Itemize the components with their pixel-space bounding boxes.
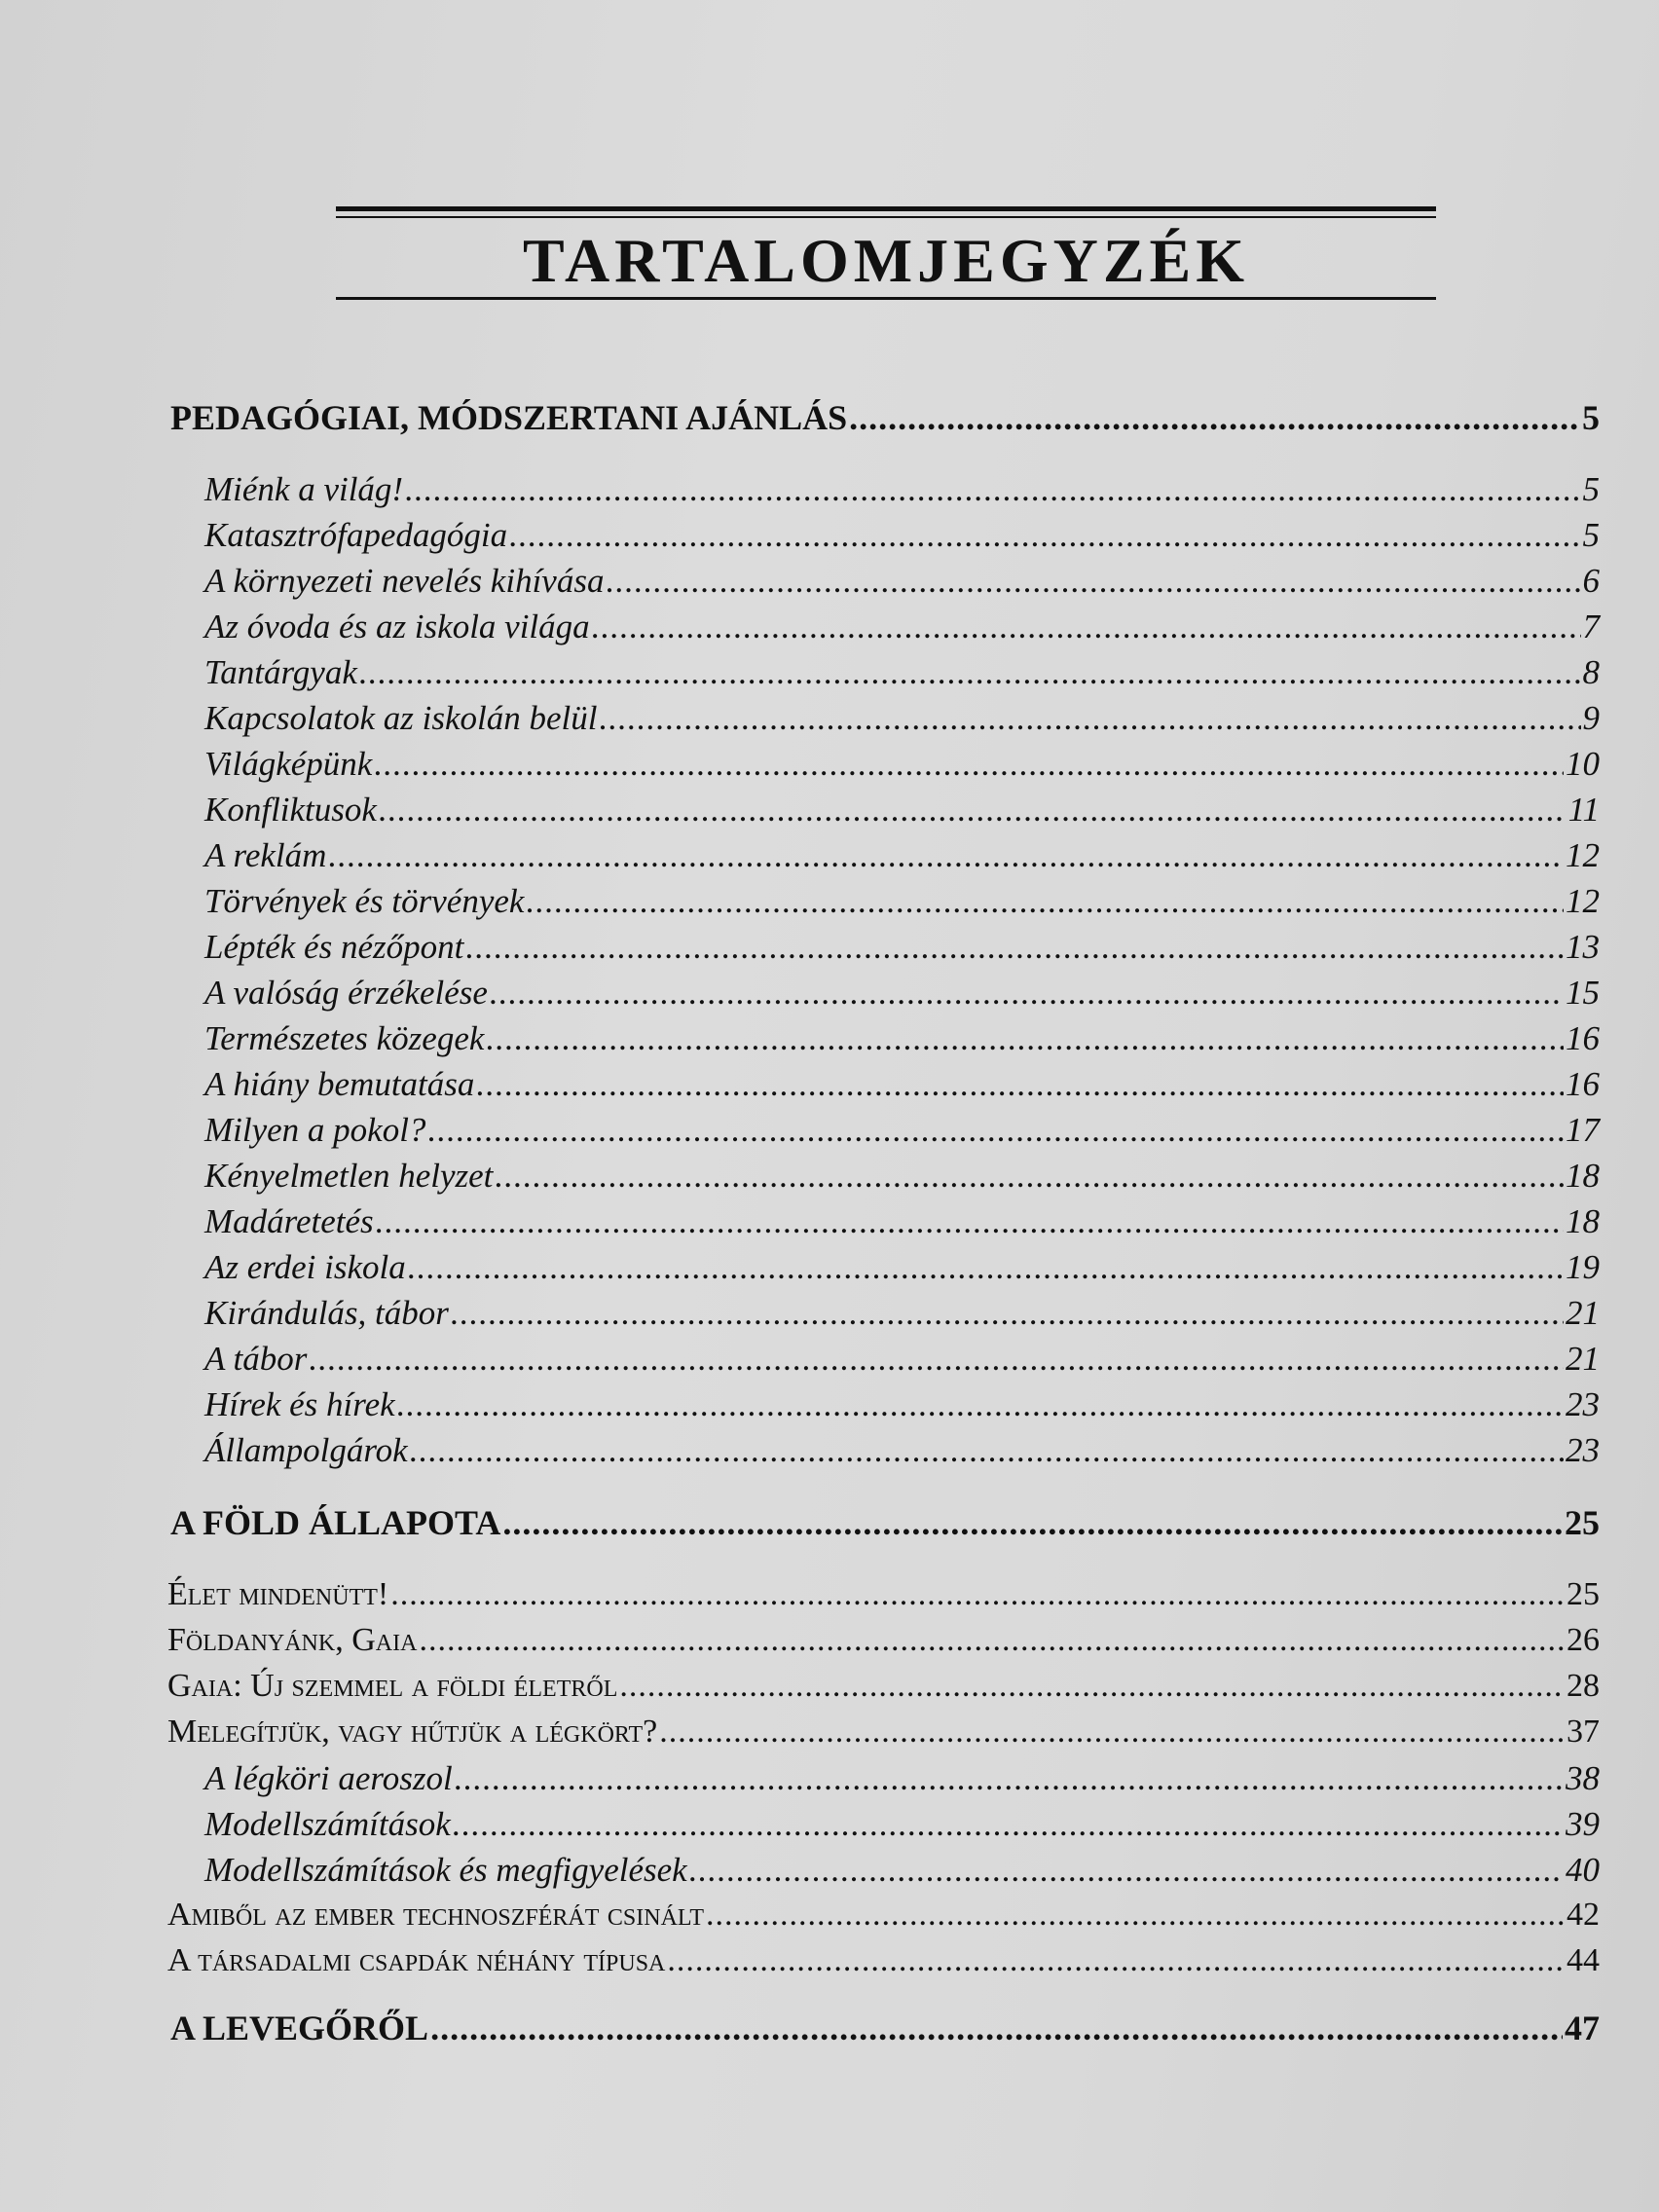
toc-entry: Kényelmetlen helyzet ..... 18 [204, 1157, 1600, 1196]
toc-entry: A környezeti nevelés kihívása ..... 6 [204, 562, 1600, 601]
toc-entry: Madáretetés ..... 18 [204, 1202, 1600, 1241]
toc-entry: Az erdei iskola ..... 19 [204, 1248, 1600, 1287]
toc-entry: Kapcsolatok az iskolán belül ..... 9 [204, 699, 1600, 738]
toc-entry: A hiány bemutatása ..... 16 [204, 1065, 1600, 1104]
toc-entry: Világképünk ..... 10 [204, 745, 1600, 784]
toc-section-heading: A FÖLD ÁLLAPOTA ..... 25 [170, 1502, 1600, 1543]
toc-entry: Miénk a világ! ..... 5 [204, 470, 1600, 509]
page-title: TARTALOMJEGYZÉK [523, 226, 1249, 295]
toc-entry: Melegítjük, vagy hűtjük a légkört? ..... 37 [167, 1714, 1600, 1751]
toc-entry: A valóság érzékelése ..... 15 [204, 974, 1600, 1013]
toc-entry: Állampolgárok ..... 23 [204, 1431, 1600, 1470]
toc-entry: Milyen a pokol? ..... 17 [204, 1111, 1600, 1150]
toc-entry: Természetes közegek ..... 16 [204, 1019, 1600, 1058]
toc-entry: Az óvoda és az iskola világa ..... 7 [204, 608, 1600, 646]
toc-entry: Modellszámítások és megfigyelések ..... 40 [204, 1851, 1600, 1890]
toc-entry: A légköri aeroszol ..... 38 [204, 1759, 1600, 1798]
toc-entry: Amiből az ember technoszférát csinált ..... 42 [167, 1897, 1600, 1934]
toc-entry: A tábor ..... 21 [204, 1340, 1600, 1379]
toc-entry: A reklám ..... 12 [204, 836, 1600, 875]
toc-entry: Törvények és törvények ..... 12 [204, 882, 1600, 921]
toc-section-heading: A LEVEGŐRŐL ..... 47 [170, 2008, 1600, 2048]
toc-entry: Konfliktusok ..... 11 [204, 791, 1600, 830]
toc-entry: Lépték és nézőpont ..... 13 [204, 928, 1600, 967]
toc-entry: Tantárgyak ..... 8 [204, 653, 1600, 692]
toc-section-heading: PEDAGÓGIAI, MÓDSZERTANI AJÁNLÁS ..... 5 [170, 397, 1600, 438]
toc-entry: Katasztrófapedagógia ..... 5 [204, 516, 1600, 555]
toc-entry: Földanyánk, Gaia ..... 26 [167, 1622, 1600, 1659]
toc-entry: A társadalmi csapdák néhány típusa ..... 44 [167, 1942, 1600, 1979]
toc-entry: Kirándulás, tábor ..... 21 [204, 1294, 1600, 1333]
toc-entry: Élet mindenütt! ..... 25 [167, 1576, 1600, 1613]
toc-entry: Gaia: Új szemmel a földi életről ..... 28 [167, 1668, 1600, 1705]
toc-entry: Hírek és hírek ..... 23 [204, 1385, 1600, 1424]
toc-entry: Modellszámítások ..... 39 [204, 1805, 1600, 1844]
